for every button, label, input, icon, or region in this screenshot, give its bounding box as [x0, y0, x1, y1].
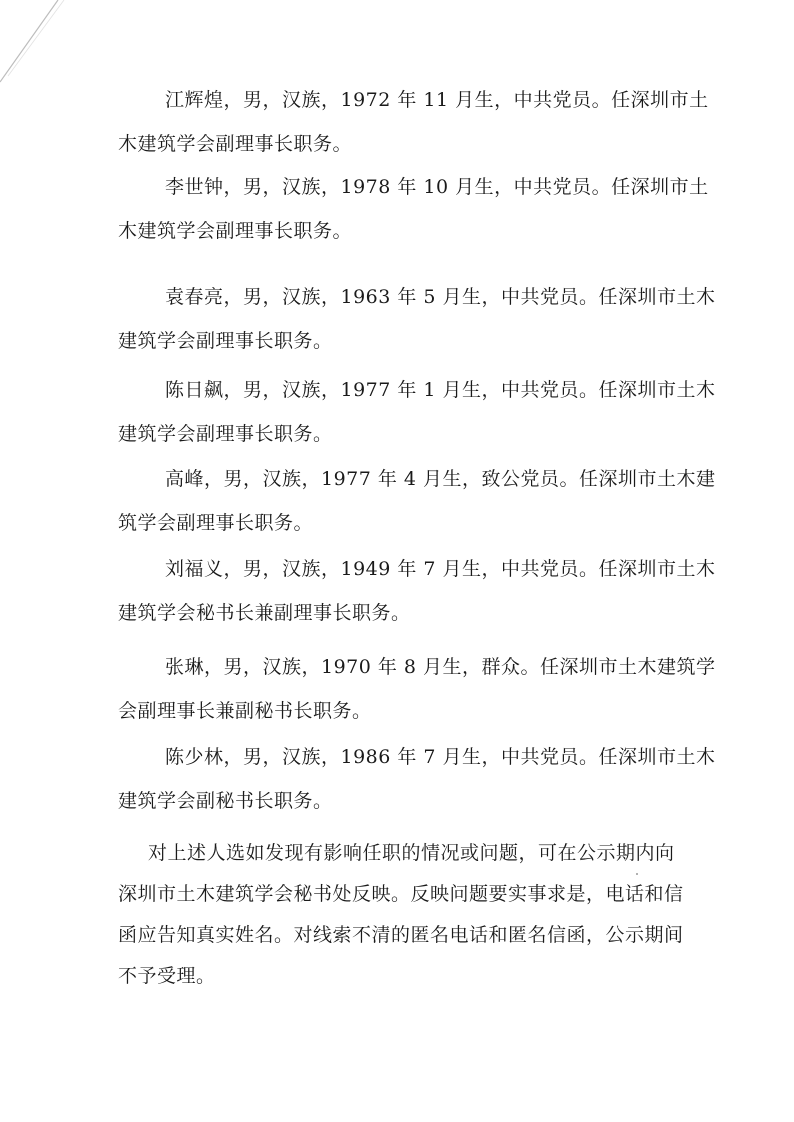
closing-line: 函应告知真实姓名。对线索不清的匿名电话和匿名信函，公示期间 [118, 924, 684, 946]
entry-line: 江辉煌，男，汉族，1972 年 11 月生，中共党员。任深圳市土 [165, 89, 709, 111]
person-entry [118, 275, 716, 363]
person-entry [118, 457, 716, 545]
scan-speck [636, 873, 638, 875]
person-entry [118, 165, 709, 253]
entry-line: 筑学会副理事长职务。 [118, 512, 314, 534]
entry-line: 高峰，男，汉族，1977 年 4 月生，致公党员。任深圳市土木建 [165, 468, 716, 490]
entry-line: 陈日飙，男，汉族，1977 年 1 月生，中共党员。任深圳市土木 [165, 379, 716, 401]
person-entry [118, 645, 716, 733]
entry-line: 木建筑学会副理事长职务。 [118, 133, 353, 155]
closing-line: 对上述人选如发现有影响任职的情况或问题，可在公示期内向 [148, 842, 675, 864]
entry-line: 张琳，男，汉族，1970 年 8 月生，群众。任深圳市土木建筑学 [165, 656, 716, 678]
person-entry [118, 547, 716, 635]
entry-line: 建筑学会秘书长兼副理事长职务。 [118, 602, 411, 624]
entry-line: 李世钟，男，汉族，1978 年 10 月生，中共党员。任深圳市土 [165, 176, 709, 198]
entry-line: 会副理事长兼副秘书长职务。 [118, 700, 372, 722]
closing-line: 深圳市土木建筑学会秘书处反映。反映问题要实事求是，电话和信 [118, 883, 684, 905]
entry-line: 陈少林，男，汉族，1986 年 7 月生，中共党员。任深圳市土木 [165, 746, 716, 768]
entry-line: 建筑学会副理事长职务。 [118, 423, 333, 445]
entry-line: 建筑学会副理事长职务。 [118, 330, 333, 352]
entry-line: 木建筑学会副理事长职务。 [118, 220, 353, 242]
closing-line: 不予受理。 [118, 965, 216, 987]
entry-line: 刘福义，男，汉族，1949 年 7 月生，中共党员。任深圳市土木 [165, 558, 716, 580]
entry-line: 建筑学会副秘书长职务。 [118, 790, 333, 812]
person-entry [118, 368, 716, 456]
entry-line: 袁春亮，男，汉族，1963 年 5 月生，中共党员。任深圳市土木 [165, 286, 716, 308]
person-entry [118, 735, 716, 823]
closing-paragraph [118, 833, 684, 997]
scan-edge-mark [0, 0, 70, 90]
person-entry [118, 78, 709, 166]
